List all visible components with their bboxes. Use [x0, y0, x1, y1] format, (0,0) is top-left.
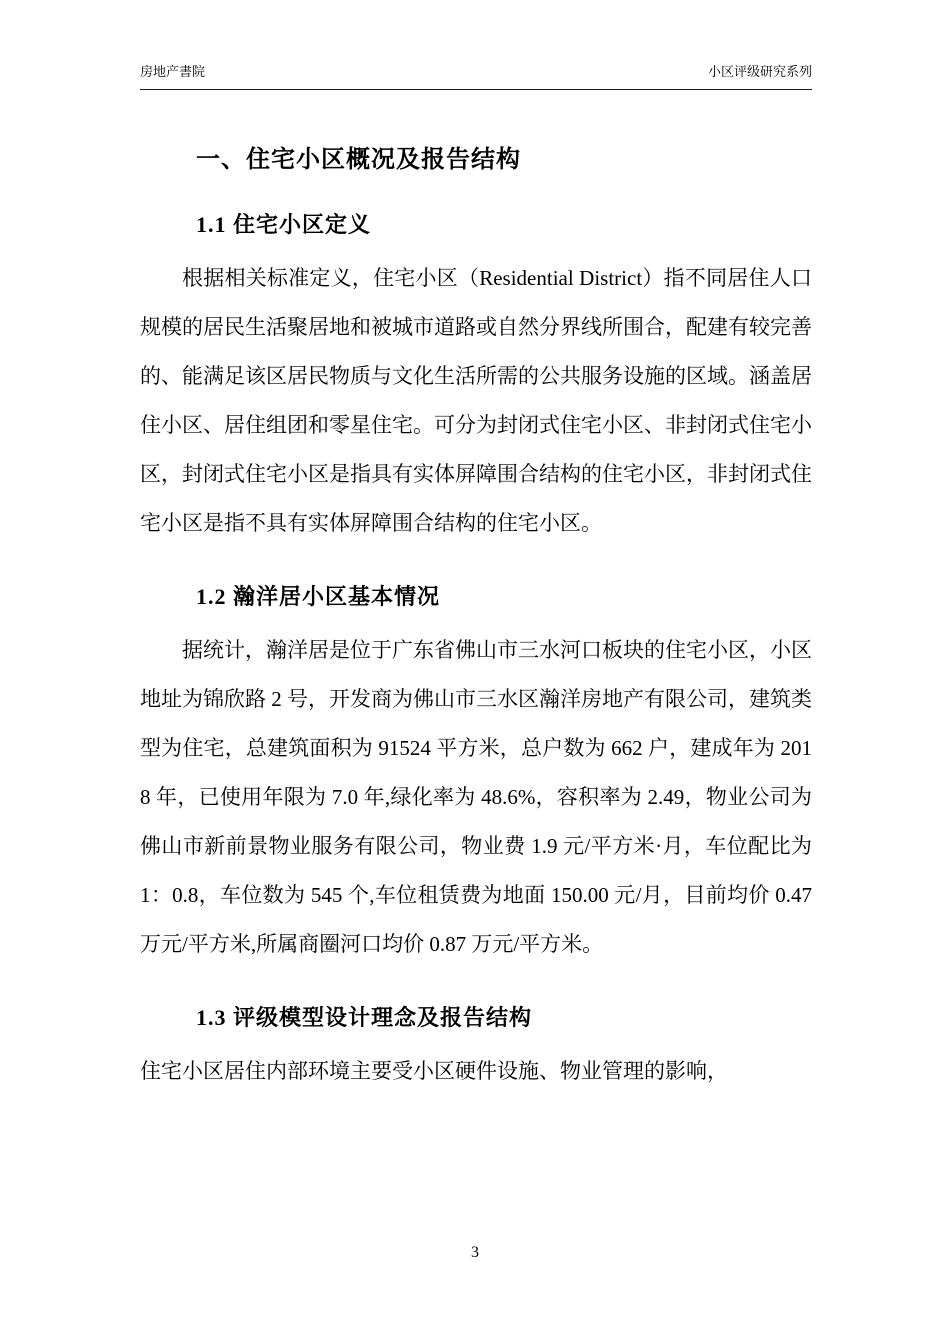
- page-header: [140, 64, 812, 90]
- section-1-2: [140, 582, 812, 969]
- paragraph: 住宅小区居住内部环境主要受小区硬件设施、物业管理的影响，: [140, 1059, 728, 1083]
- header-right-text: 小区评级研究系列: [707, 64, 812, 79]
- paragraph: 据统计，瀚洋居是位于广东省佛山市三水河口板块的住宅小区，小区地址为锦欣路 2 号，开发商为佛山市三水区瀚洋房地产有限公司，建筑类型为住宅，总建筑面积为 91524 平方米，总户数为 662 户，建成年为 2018 年，已使用年限为 7.0 年,绿化率为 48.6%，容积率为 2.49，物业公司为佛山市新前景物业服务有限公司，物业费 1.9 元/平方米·月，车位配比为 1：0.8，车位数为 545 个,车位租赁费为地面 150.00 元/月，目前均价 0.47 万元/平方米,所属商圈河口均价 0.87 万元/平方米。: [140, 638, 812, 956]
- paragraph: 根据相关标准定义，住宅小区（Residential District）指不同居住人口规模的居民生活聚居地和被城市道路或自然分界线所围合，配建有较完善的、能满足该区居民物质与文化生活所需的公共服务设施的区域。涵盖居住小区、居住组团和零星住宅。可分为封闭式住宅小区、非封闭式住宅小区，封闭式住宅小区是指具有实体屏障围合结构的住宅小区，非封闭式住宅小区是指不具有实体屏障围合结构的住宅小区。: [140, 266, 812, 535]
- page-number: 3: [471, 1244, 479, 1261]
- header-left-text: 房地产書院: [140, 64, 206, 79]
- document-body: [140, 90, 812, 1096]
- page-footer: [0, 1244, 950, 1262]
- section-1-3: [140, 1003, 812, 1096]
- section-heading: 1.2 瀚洋居小区基本情况: [196, 584, 441, 609]
- section-1-1: [140, 210, 812, 548]
- section-heading: 1.1 住宅小区定义: [196, 212, 372, 237]
- section-heading: 1.3 评级模型设计理念及报告结构: [196, 1005, 533, 1030]
- document-title: 一、住宅小区概况及报告结构: [196, 147, 521, 173]
